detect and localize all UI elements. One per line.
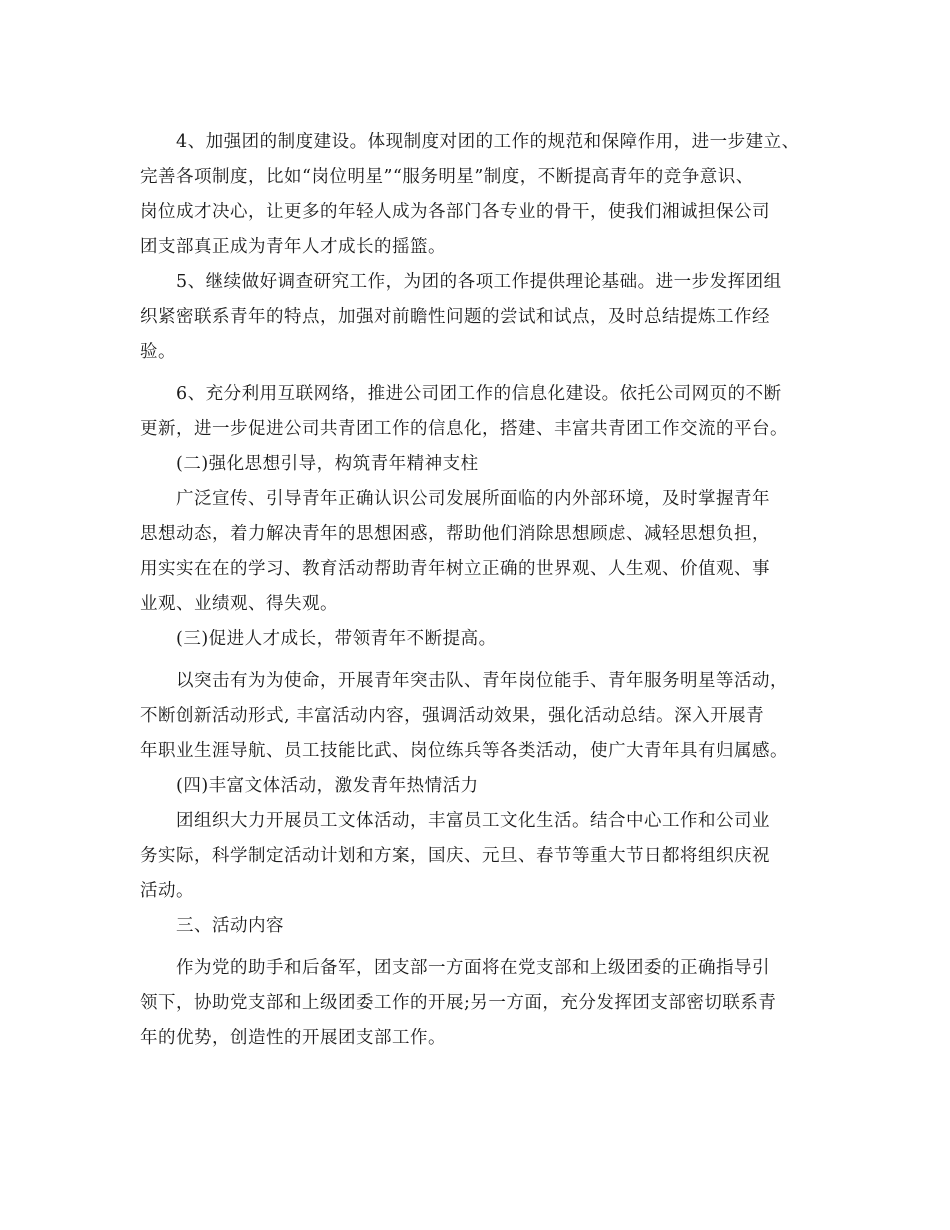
paragraph-3-line-2: 不断创新活动形式, 丰富活动内容，强调活动效果，强化活动总结。深入开展青	[140, 706, 765, 726]
section-heading-3: (三)促进人才成长，带领青年不断提高。	[176, 629, 497, 649]
paragraph-4b-line-2: 务实际，科学制定活动计划和方案，国庆、元旦、春节等重大节日都将组织庆祝	[140, 846, 770, 866]
paragraph-4-line-1: 4、加强团的制度建设。体现制度对团的工作的规范和保障作用，进一步建立、	[176, 132, 800, 152]
paragraph-6-line-2: 更新，进一步促进公司共青团工作的信息化，搭建、丰富共青团工作交流的平台。	[140, 419, 788, 439]
paragraph-6-line-1: 6、充分利用互联网络，推进公司团工作的信息化建设。依托公司网页的不断	[176, 384, 782, 404]
paragraph-2-line-4: 业观、业绩观、得失观。	[140, 594, 338, 614]
paragraph-2-line-1: 广泛宣传、引导青年正确认识公司发展所面临的内外部环境，及时掌握青年	[176, 489, 770, 509]
paragraph-5-line-3: 验。	[140, 342, 176, 362]
paragraph-4-line-2: 完善各项制度，比如“岗位明星”“服务明星”制度，不断提高青年的竞争意识、	[140, 167, 754, 187]
section-heading-activities: 三、活动内容	[176, 916, 284, 936]
paragraph-2-line-2: 思想动态，着力解决青年的思想困惑，帮助他们消除思想顾虑、减轻思想负担，	[140, 524, 770, 544]
paragraph-activities-line-3: 年的优势，创造性的开展团支部工作。	[140, 1028, 446, 1048]
section-heading-4: (四)丰富文体活动，激发青年热情活力	[176, 776, 479, 796]
paragraph-4b-line-3: 活动。	[140, 881, 194, 901]
paragraph-3-line-1: 以突击有为为使命，开展青年突击队、青年岗位能手、青年服务明星等活动，	[176, 671, 788, 691]
paragraph-activities-line-2: 领下，协助党支部和上级团委工作的开展;另一方面，充分发挥团支部密切联系青	[140, 993, 777, 1013]
paragraph-5-line-1: 5、继续做好调查研究工作，为团的各项工作提供理论基础。进一步发挥团组	[176, 272, 782, 292]
section-heading-2: (二)强化思想引导，构筑青年精神支柱	[176, 454, 479, 474]
paragraph-5-line-2: 织紧密联系青年的特点，加强对前瞻性问题的尝试和试点，及时总结提炼工作经	[140, 307, 770, 327]
paragraph-2-line-3: 用实实在在的学习、教育活动帮助青年树立正确的世界观、人生观、价值观、事	[140, 559, 770, 579]
paragraph-3-line-3: 年职业生涯导航、员工技能比武、岗位练兵等各类活动，使广大青年具有归属感。	[140, 741, 788, 761]
paragraph-4-line-4: 团支部真正成为青年人才成长的摇篮。	[140, 237, 446, 257]
paragraph-activities-line-1: 作为党的助手和后备军，团支部一方面将在党支部和上级团委的正确指导引	[176, 958, 770, 978]
paragraph-4-line-3: 岗位成才决心，让更多的年轻人成为各部门各专业的骨干，使我们湘诚担保公司	[140, 202, 770, 222]
paragraph-4b-line-1: 团组织大力开展员工文体活动，丰富员工文化生活。结合中心工作和公司业	[176, 811, 770, 831]
